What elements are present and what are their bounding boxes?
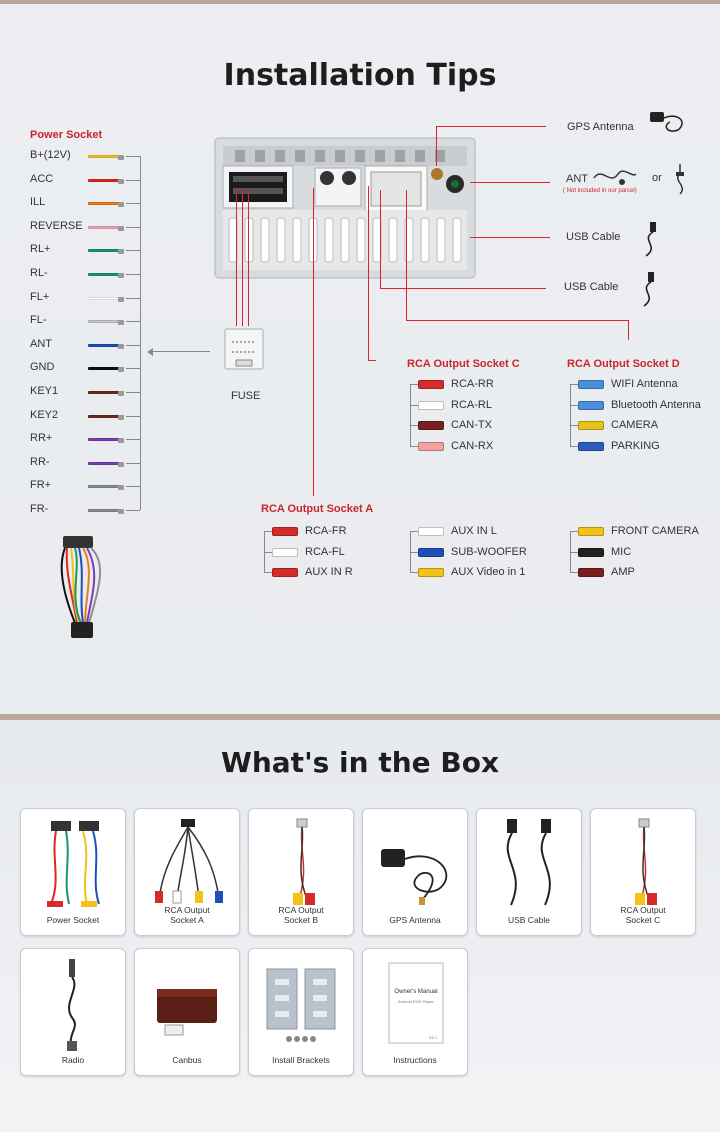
power-bracket-tick (126, 227, 140, 228)
gps-antenna-label: GPS Antenna (567, 121, 634, 133)
box-item-label: RCA Output Socket B (278, 905, 324, 925)
red-line-rca-d-h (406, 320, 628, 321)
rca-a-item-plug-icon (578, 568, 604, 577)
rca-a-item-plug-icon (578, 527, 604, 536)
fuse-label: FUSE (231, 390, 261, 402)
power-wire-icon (88, 155, 120, 158)
rca-d-item-plug-icon (578, 380, 604, 389)
power-bracket-tick (126, 250, 140, 251)
red-line-usb1 (470, 237, 550, 238)
rca-d-item-label: Bluetooth Antenna (611, 398, 701, 411)
gps-antenna-icon (648, 108, 690, 136)
power-bracket-tick (126, 345, 140, 346)
power-bracket-tick (126, 368, 140, 369)
rca-a-item-label: AMP (611, 566, 635, 578)
power-socket-item-label: KEY2 (30, 408, 59, 421)
power-wire-icon (88, 320, 120, 323)
rca-d-item-tick (570, 446, 578, 447)
box-item-label: Instructions (393, 1055, 437, 1065)
ant-cable-icon (592, 164, 638, 188)
ant-or-label: or (652, 172, 662, 184)
power-wire-icon (88, 485, 120, 488)
rca-c-bracket (410, 384, 411, 446)
power-wire-icon (88, 462, 120, 465)
power-socket-item-label: KEY1 (30, 385, 59, 397)
power-bracket-line (140, 156, 141, 510)
ant-adapter-icon (668, 162, 692, 196)
box-item-card (20, 948, 126, 1076)
power-wire-icon (88, 391, 120, 394)
red-line-rca-c-h (368, 360, 376, 361)
rca-c-item-label: RCA-RL (451, 398, 492, 411)
box-item-card (476, 808, 582, 936)
rca-d-item-label: WIFI Antenna (611, 378, 678, 390)
usb-cable-icon-2 (636, 270, 660, 310)
power-bracket-tick (126, 439, 140, 440)
rca-d-item-tick (570, 405, 578, 406)
red-line-gps-h (436, 126, 546, 127)
rca-a-bracket-1 (264, 531, 265, 573)
power-socket-item-label: ILL (30, 196, 46, 209)
box-item-card (20, 808, 126, 936)
power-wire-icon (88, 415, 120, 418)
section-title-box: What's in the Box (220, 746, 500, 779)
power-bracket-tick (126, 486, 140, 487)
power-bracket-tick (126, 180, 140, 181)
rca-a-item-plug-icon (418, 548, 444, 557)
box-item-card (134, 808, 240, 936)
rca-d-item-tick (570, 425, 578, 426)
arrow-left-icon (147, 348, 153, 356)
power-bracket-tick (126, 392, 140, 393)
rca-a-item-tick (570, 552, 578, 553)
section-title-installation: Installation Tips (223, 58, 497, 93)
rca-d-title: RCA Output Socket D (567, 358, 680, 370)
rca-d-item-plug-icon (578, 401, 604, 410)
rca-a-item-tick (570, 531, 578, 532)
canbus-box-icon (135, 949, 241, 1057)
box-item-card (362, 808, 468, 936)
box-item-label: Power Socket (46, 915, 100, 925)
box-item-label: USB Cable (507, 915, 551, 925)
box-item-label: Radio (61, 1055, 85, 1065)
power-bracket-tick (126, 463, 140, 464)
power-wire-icon (88, 226, 120, 229)
rca-a-item-tick (264, 552, 272, 553)
power-bracket-tick (126, 298, 140, 299)
rca-a-item-label: SUB-WOOFER (451, 545, 527, 558)
box-item-card (248, 808, 354, 936)
rca-a-item-label: AUX IN L (451, 525, 497, 537)
power-wire-icon (88, 344, 120, 347)
brackets-icon (249, 949, 355, 1057)
rca-c-item-tick (410, 425, 418, 426)
red-line-power-1 (236, 188, 237, 326)
power-bracket-tick (126, 416, 140, 417)
ant-note: ( Not included in our parcel) (563, 188, 637, 194)
power-wire-icon (88, 367, 120, 370)
power-wire-icon (88, 297, 120, 300)
ant-label: ANT (566, 173, 588, 185)
power-bracket-tick (126, 203, 140, 204)
red-line-rca-d-v (406, 190, 407, 320)
rca-a-item-plug-icon (418, 568, 444, 577)
red-line-usb2-v (380, 190, 381, 288)
rca-c-item-label: CAN-RX (451, 439, 494, 452)
rca-a-item-label: MIC (611, 545, 632, 558)
rca-c-item-plug-icon (418, 380, 444, 389)
power-socket-title: Power Socket (30, 129, 103, 141)
rca-a-item-plug-icon (578, 548, 604, 557)
red-line-usb2-h (380, 288, 546, 289)
power-wire-icon (88, 249, 120, 252)
fuse-holder-icon (224, 328, 264, 370)
box-item-card (134, 948, 240, 1076)
usb-cable-icon-1 (638, 220, 662, 260)
power-socket-item-label: FR- (30, 503, 49, 515)
rca-c-item-plug-icon (418, 421, 444, 430)
power-socket-item-label: FL- (30, 314, 47, 327)
power-socket-item-label: RR+ (30, 432, 53, 445)
rca-a-item-label: FRONT CAMERA (611, 525, 699, 537)
rca-a-item-label: RCA-FR (305, 525, 347, 537)
power-wire-icon (88, 438, 120, 441)
rca-d-item-label: PARKING (611, 439, 660, 452)
power-socket-item-label: RL- (30, 267, 48, 279)
box-item-card (362, 948, 468, 1076)
head-unit-back-image (205, 136, 485, 281)
box-item-card (590, 808, 696, 936)
power-socket-item-label: GND (30, 361, 55, 374)
box-item-label: RCA Output Socket A (164, 905, 210, 925)
manual-subtitle: Android DVD Player (398, 999, 434, 1004)
rca-c-item-plug-icon (418, 442, 444, 451)
radio-cable-icon (21, 949, 127, 1057)
rca-d-item-label: CAMERA (611, 419, 659, 431)
red-line-ant (470, 182, 550, 183)
rca-d-bracket (570, 384, 571, 446)
rca-a-item-plug-icon (418, 527, 444, 536)
box-item-label: Install Brackets (272, 1055, 330, 1065)
rca-d-item-tick (570, 384, 578, 385)
power-socket-item-label: B+(12V) (30, 149, 71, 161)
power-wire-icon (88, 202, 120, 205)
power-bracket-tick (126, 156, 140, 157)
power-harness-icon (55, 528, 115, 643)
power-wire-icon (88, 509, 120, 512)
rca-a-bracket-2 (410, 531, 411, 573)
rca-a-item-tick (264, 531, 272, 532)
red-line-rca-a (313, 188, 314, 496)
rca-d-item-plug-icon (578, 421, 604, 430)
power-bracket-tick (126, 510, 140, 511)
rca-a-item-tick (410, 572, 418, 573)
usb-cable-label-1: USB Cable (566, 231, 621, 243)
rca-a-item-label: RCA-FL (305, 545, 345, 558)
rca-a-item-plug-icon (272, 527, 298, 536)
usb-cable-icon (477, 809, 583, 917)
power-socket-item-label: RR- (30, 455, 50, 468)
usb-cable-label-2: USB Cable (564, 281, 619, 293)
power-wire-icon (88, 179, 120, 182)
manual-title: Owner's Manual (394, 989, 438, 995)
box-item-label: GPS Antenna (389, 915, 441, 925)
rca-a-item-label: AUX Video in 1 (451, 566, 526, 578)
rca-c-item-label: RCA-RR (451, 378, 494, 390)
rca-a-title: RCA Output Socket A (261, 503, 374, 515)
rca-a-item-tick (410, 531, 418, 532)
power-socket-item-label: ACC (30, 172, 54, 185)
rca-c-title: RCA Output Socket C (407, 358, 520, 370)
rca-a-item-label: AUX IN R (305, 566, 353, 578)
rca-d-item-plug-icon (578, 442, 604, 451)
rca-c-item-label: CAN-TX (451, 419, 492, 431)
box-item-card (248, 948, 354, 1076)
power-socket-item-label: ANT (30, 337, 52, 350)
rca-harness-icon (135, 809, 241, 917)
box-item-label: RCA Output Socket C (620, 905, 666, 925)
red-line-gps-v (436, 126, 437, 166)
power-wire-icon (88, 273, 120, 276)
box-item-label: Canbus (172, 1055, 202, 1065)
rca-a-item-plug-icon (272, 568, 298, 577)
rca-c-item-tick (410, 405, 418, 406)
red-line-power-3 (248, 188, 249, 326)
rca-cable-icon (591, 809, 697, 917)
power-socket-item-label: FR+ (30, 479, 52, 492)
rca-c-item-tick (410, 384, 418, 385)
rca-cable-icon (249, 809, 355, 917)
power-bracket-tick (126, 274, 140, 275)
rca-a-bracket-3 (570, 531, 571, 573)
power-bracket-tick (126, 321, 140, 322)
power-socket-harness-icon (21, 809, 127, 917)
rca-a-item-tick (410, 552, 418, 553)
power-socket-item-label: REVERSE (30, 219, 83, 232)
gps-antenna-icon (363, 809, 469, 917)
manual-version: V3.1 (429, 1035, 438, 1040)
red-line-power-2 (242, 188, 243, 326)
red-line-rca-c (368, 186, 369, 360)
rca-a-item-tick (570, 572, 578, 573)
power-socket-item-label: FL+ (30, 290, 50, 303)
power-arrow-line (150, 351, 210, 352)
rca-c-item-plug-icon (418, 401, 444, 410)
rca-a-item-tick (264, 572, 272, 573)
rca-c-item-tick (410, 446, 418, 447)
power-socket-item-label: RL+ (30, 243, 51, 256)
rca-a-item-plug-icon (272, 548, 298, 557)
red-line-rca-d-down (628, 320, 629, 340)
